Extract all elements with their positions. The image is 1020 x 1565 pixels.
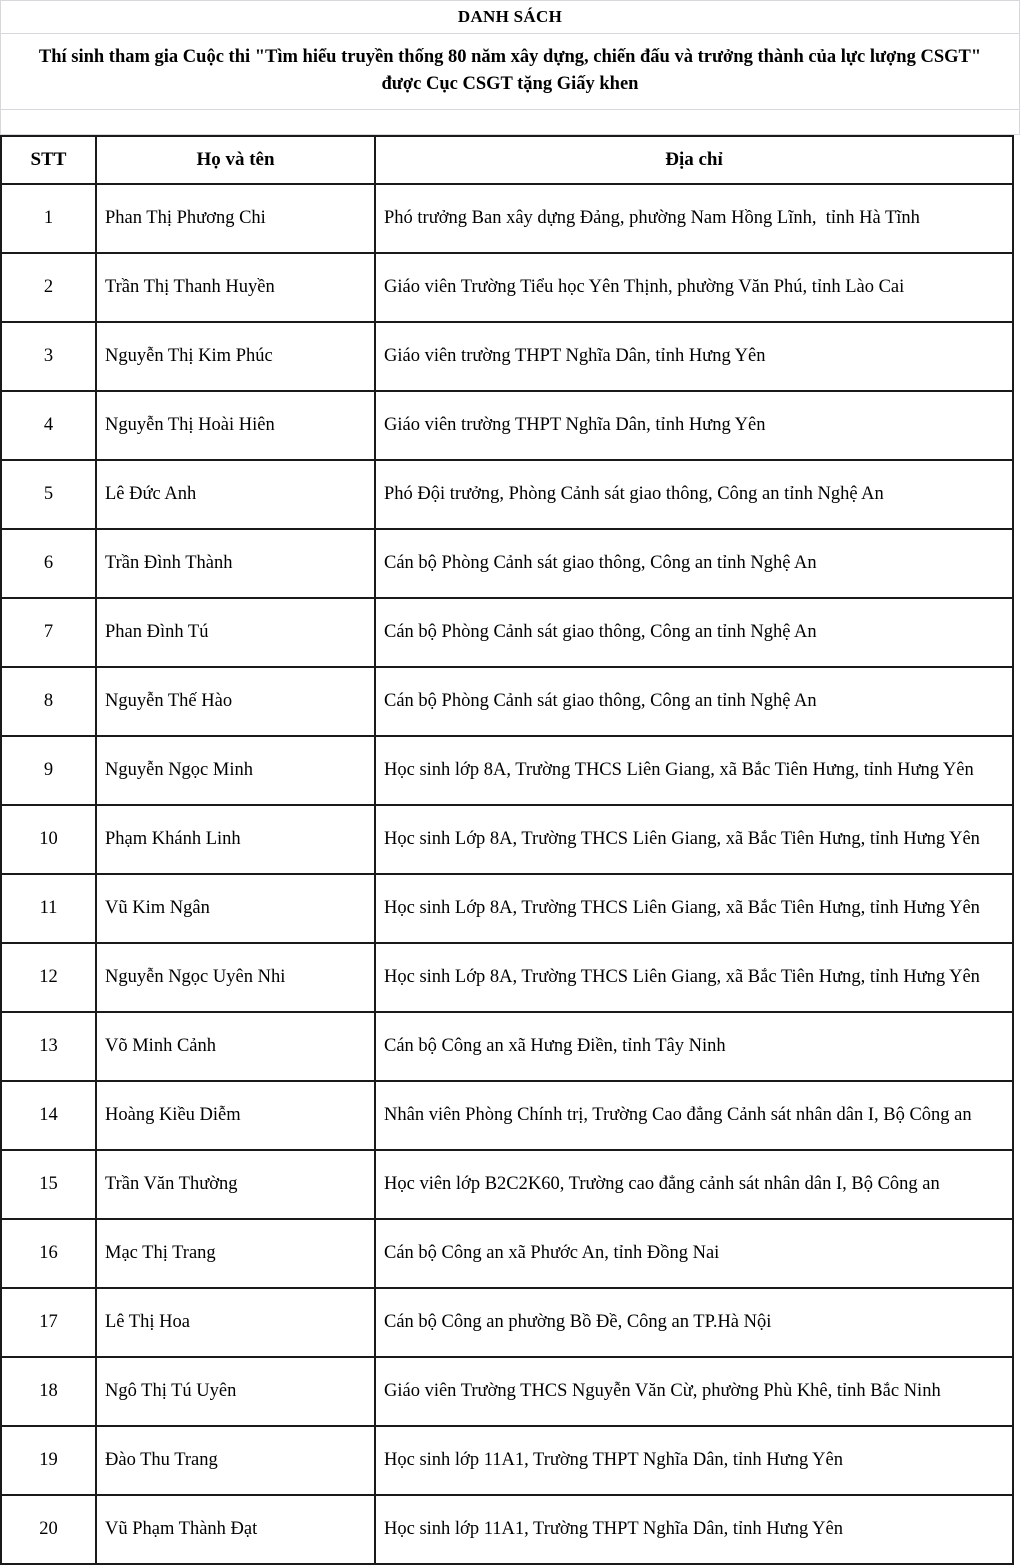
cell-address: Nhân viên Phòng Chính trị, Trường Cao đẳng Cảnh sát nhân dân I, Bộ Công an bbox=[375, 1081, 1013, 1150]
table-row bbox=[1, 184, 1013, 253]
cell-address: Giáo viên trường THPT Nghĩa Dân, tỉnh Hưng Yên bbox=[375, 322, 1013, 391]
table-row bbox=[1, 529, 1013, 598]
cell-name: Trần Đình Thành bbox=[96, 529, 375, 598]
cell-address: Giáo viên Trường THCS Nguyễn Văn Cừ, phường Phù Khê, tỉnh Bắc Ninh bbox=[375, 1357, 1013, 1426]
cell-name: Hoàng Kiều Diễm bbox=[96, 1081, 375, 1150]
table-row bbox=[1, 736, 1013, 805]
cell-name: Vũ Phạm Thành Đạt bbox=[96, 1495, 375, 1564]
cell-stt: 12 bbox=[1, 943, 96, 1012]
table-row bbox=[1, 1495, 1013, 1564]
cell-address: Học sinh lớp 11A1, Trường THPT Nghĩa Dân, tỉnh Hưng Yên bbox=[375, 1426, 1013, 1495]
cell-stt: 16 bbox=[1, 1219, 96, 1288]
cell-address: Học viên lớp B2C2K60, Trường cao đẳng cảnh sát nhân dân I, Bộ Công an bbox=[375, 1150, 1013, 1219]
table-row bbox=[1, 943, 1013, 1012]
cell-address: Cán bộ Công an phường Bồ Đề, Công an TP.Hà Nội bbox=[375, 1288, 1013, 1357]
cell-name: Phan Đình Tú bbox=[96, 598, 375, 667]
cell-name: Võ Minh Cảnh bbox=[96, 1012, 375, 1081]
cell-stt: 2 bbox=[1, 253, 96, 322]
table-row bbox=[1, 1219, 1013, 1288]
cell-name: Nguyễn Thị Hoài Hiên bbox=[96, 391, 375, 460]
cell-stt: 20 bbox=[1, 1495, 96, 1564]
cell-name: Phan Thị Phương Chi bbox=[96, 184, 375, 253]
document-title: DANH SÁCH bbox=[1, 0, 1019, 34]
cell-stt: 18 bbox=[1, 1357, 96, 1426]
cell-stt: 7 bbox=[1, 598, 96, 667]
cell-name: Trần Thị Thanh Huyền bbox=[96, 253, 375, 322]
cell-name: Nguyễn Ngọc Uyên Nhi bbox=[96, 943, 375, 1012]
cell-address: Cán bộ Phòng Cảnh sát giao thông, Công an tỉnh Nghệ An bbox=[375, 598, 1013, 667]
document-subtitle bbox=[1, 34, 1019, 110]
cell-name: Nguyễn Thế Hào bbox=[96, 667, 375, 736]
cell-stt: 4 bbox=[1, 391, 96, 460]
cell-stt: 10 bbox=[1, 805, 96, 874]
cell-name: Nguyễn Thị Kim Phúc bbox=[96, 322, 375, 391]
cell-address: Học sinh lớp 11A1, Trường THPT Nghĩa Dân, tỉnh Hưng Yên bbox=[375, 1495, 1013, 1564]
cell-stt: 5 bbox=[1, 460, 96, 529]
cell-stt: 3 bbox=[1, 322, 96, 391]
cell-name: Lê Thị Hoa bbox=[96, 1288, 375, 1357]
table-row bbox=[1, 1012, 1013, 1081]
cell-stt: 19 bbox=[1, 1426, 96, 1495]
cell-name: Mạc Thị Trang bbox=[96, 1219, 375, 1288]
cell-address: Học sinh Lớp 8A, Trường THCS Liên Giang, xã Bắc Tiên Hưng, tỉnh Hưng Yên bbox=[375, 805, 1013, 874]
table-row bbox=[1, 1288, 1013, 1357]
document-subtitle-line-1: Thí sinh tham gia Cuộc thi "Tìm hiểu truyền thống 80 năm xây dựng, chiến đấu và trưởng thành của lực lượng CSGT" bbox=[38, 46, 982, 67]
cell-address: Cán bộ Công an xã Phước An, tỉnh Đồng Nai bbox=[375, 1219, 1013, 1288]
table-head bbox=[1, 136, 1013, 184]
cell-stt: 6 bbox=[1, 529, 96, 598]
cell-name: Ngô Thị Tú Uyên bbox=[96, 1357, 375, 1426]
table-row bbox=[1, 322, 1013, 391]
cell-stt: 9 bbox=[1, 736, 96, 805]
cell-address: Phó trưởng Ban xây dựng Đảng, phường Nam Hồng Lĩnh, tỉnh Hà Tĩnh bbox=[375, 184, 1013, 253]
table-row bbox=[1, 598, 1013, 667]
document-heading-block bbox=[0, 0, 1020, 135]
table-row bbox=[1, 1357, 1013, 1426]
cell-address: Cán bộ Công an xã Hưng Điền, tỉnh Tây Ninh bbox=[375, 1012, 1013, 1081]
cell-address: Cán bộ Phòng Cảnh sát giao thông, Công an tỉnh Nghệ An bbox=[375, 529, 1013, 598]
cell-name: Vũ Kim Ngân bbox=[96, 874, 375, 943]
cell-address: Học sinh Lớp 8A, Trường THCS Liên Giang, xã Bắc Tiên Hưng, tỉnh Hưng Yên bbox=[375, 874, 1013, 943]
cell-address: Học sinh lớp 8A, Trường THCS Liên Giang, xã Bắc Tiên Hưng, tỉnh Hưng Yên bbox=[375, 736, 1013, 805]
cell-name: Đào Thu Trang bbox=[96, 1426, 375, 1495]
table-row bbox=[1, 253, 1013, 322]
cell-stt: 14 bbox=[1, 1081, 96, 1150]
cell-stt: 11 bbox=[1, 874, 96, 943]
cell-address: Giáo viên Trường Tiểu học Yên Thịnh, phường Văn Phú, tỉnh Lào Cai bbox=[375, 253, 1013, 322]
contestant-list-table bbox=[0, 135, 1014, 1565]
table-row bbox=[1, 805, 1013, 874]
table-header-row bbox=[1, 136, 1013, 184]
table-row bbox=[1, 460, 1013, 529]
column-header-stt: STT bbox=[1, 136, 96, 184]
table-row bbox=[1, 1150, 1013, 1219]
cell-address: Cán bộ Phòng Cảnh sát giao thông, Công an tỉnh Nghệ An bbox=[375, 667, 1013, 736]
cell-name: Lê Đức Anh bbox=[96, 460, 375, 529]
column-header-address: Địa chỉ bbox=[375, 136, 1013, 184]
cell-stt: 8 bbox=[1, 667, 96, 736]
cell-address: Học sinh Lớp 8A, Trường THCS Liên Giang, xã Bắc Tiên Hưng, tỉnh Hưng Yên bbox=[375, 943, 1013, 1012]
cell-name: Trần Văn Thường bbox=[96, 1150, 375, 1219]
table-row bbox=[1, 1426, 1013, 1495]
document-subtitle-line-2: được Cục CSGT tặng Giấy khen bbox=[381, 73, 639, 94]
table-row bbox=[1, 667, 1013, 736]
cell-stt: 15 bbox=[1, 1150, 96, 1219]
cell-address: Giáo viên trường THPT Nghĩa Dân, tỉnh Hưng Yên bbox=[375, 391, 1013, 460]
cell-address: Phó Đội trưởng, Phòng Cảnh sát giao thông, Công an tỉnh Nghệ An bbox=[375, 460, 1013, 529]
cell-stt: 13 bbox=[1, 1012, 96, 1081]
table-row bbox=[1, 391, 1013, 460]
table-row bbox=[1, 1081, 1013, 1150]
heading-spacer-row bbox=[1, 110, 1019, 135]
cell-name: Phạm Khánh Linh bbox=[96, 805, 375, 874]
cell-stt: 17 bbox=[1, 1288, 96, 1357]
cell-name: Nguyễn Ngọc Minh bbox=[96, 736, 375, 805]
cell-stt: 1 bbox=[1, 184, 96, 253]
table-body bbox=[1, 184, 1013, 1564]
table-row bbox=[1, 874, 1013, 943]
column-header-name: Họ và tên bbox=[96, 136, 375, 184]
